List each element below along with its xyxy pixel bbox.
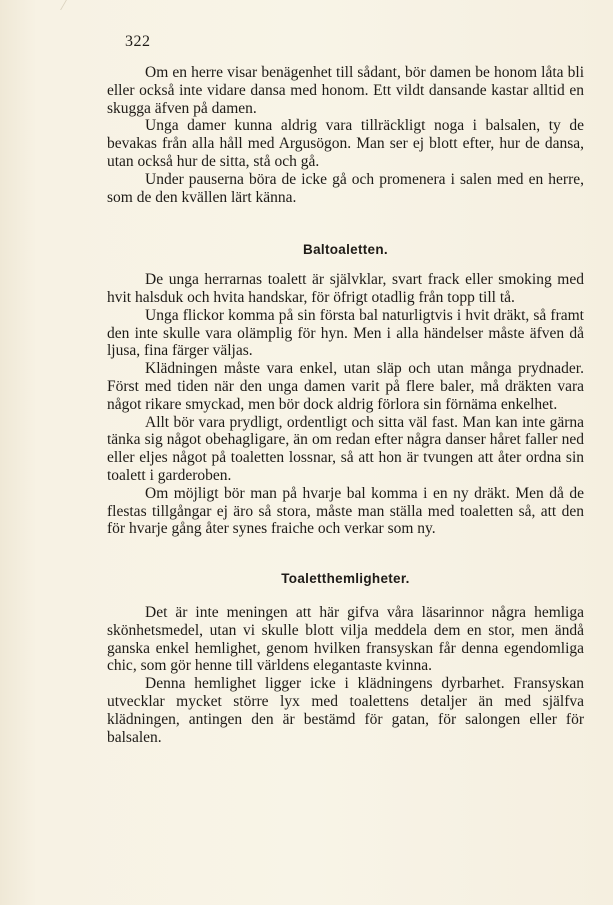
margin-mark-decoration (60, 0, 81, 10)
intro-paragraph-1: Om en herre visar benägenhet till sådant, bör damen be honom låta bli eller också inte vidare dansa med honom. Ett vildt dansande kastar alltid en skugga äfven på damen. (107, 64, 584, 117)
toaletthemligheter-paragraph-1: Det är inte meningen att här gifva våra läsarinnor några hemliga skönhetsmedel, utan vi skulle blott vilja meddela dem en stor, men ändå ganska enkel hemlighet, genom hvilken fransyskan får denna egendomliga chic, som gör henne till världens elegantaste kvinna. (107, 603, 584, 675)
page-body (107, 64, 584, 746)
intro-paragraph-3: Under pauserna böra de icke gå och promenera i salen med en herre, som de den kvällen lärt känna. (107, 170, 584, 206)
toaletthemligheter-paragraph-2: Denna hemlighet ligger icke i klädningens dyrbarhet. Fransyskan utvecklar mycket större lyx med toalettens detaljer än med själfva klädningen, antingen den är bestämd för gatan, för salongen eller för balsalen. (107, 675, 584, 746)
section-heading-toaletthemligheter: Toaletthemligheter. (281, 571, 410, 587)
baltoaletten-paragraph-1: De unga herrarnas toalett är självklar, svart frack eller smoking med hvit halsduk och hvita handskar, för öfrigt otadlig från topp till tå. (107, 271, 584, 306)
page-number: 322 (125, 33, 151, 50)
baltoaletten-paragraph-2: Unga flickor komma på sin första bal naturligtvis i hvit dräkt, så framt den inte skulle vara olämplig för hyn. Men i alla händelser måste äfven då ljusa, fina färger väljas. (107, 306, 584, 360)
baltoaletten-paragraph-4: Allt bör vara prydligt, ordentligt och sitta väl fast. Man kan inte gärna tänka sig något obehagligare, än om redan efter några danser håret faller ned eller eljes något på toaletten lossnar, så att hon är tvungen att åter ordna sin toalett i garderoben. (107, 413, 584, 484)
intro-paragraph-2: Unga damer kunna aldrig vara tillräckligt noga i balsalen, ty de bevakas från alla håll med Argusögon. Man ser ej blott efter, hur de dansa, utan också hur de sitta, stå och gå. (107, 117, 584, 170)
baltoaletten-paragraph-5: Om möjligt bör man på hvarje bal komma i en ny dräkt. Men då de flestas tillgångar ej äro så stora, måste man ställa med toaletten så, att den för hvarje gång åter synes fraiche och verkar som ny. (107, 484, 584, 538)
baltoaletten-paragraph-3: Klädningen måste vara enkel, utan släp och utan många prydnader. Först med tiden när den unga damen varit på flere baler, må dräkten vara något rikare smyckad, men bör dock aldrig förlora sin förnäma enkelhet. (107, 360, 584, 413)
section-heading-baltoaletten: Baltoaletten. (303, 242, 388, 258)
